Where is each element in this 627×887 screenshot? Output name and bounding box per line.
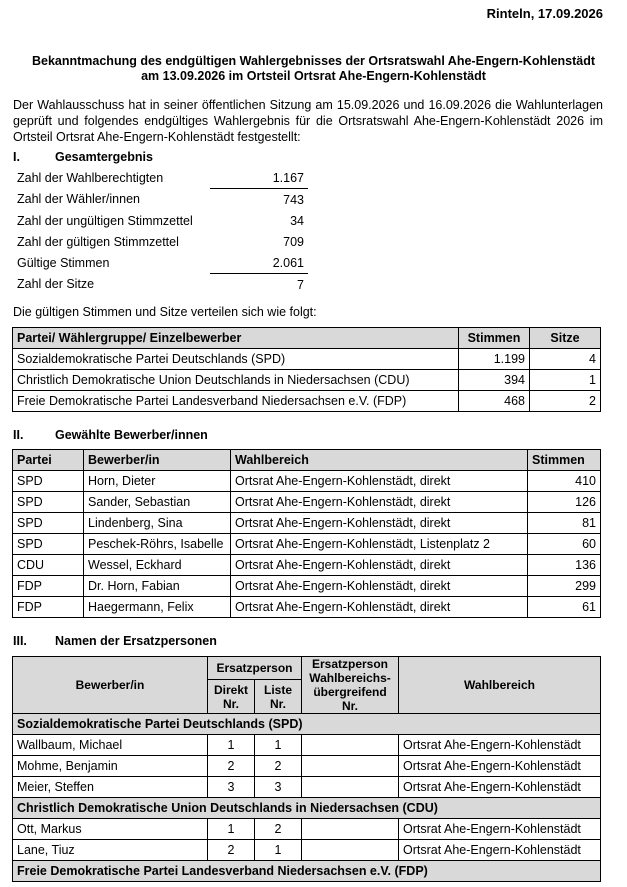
- cell-candidate: Haegermann, Felix: [84, 597, 231, 618]
- substitutes-table: [12, 656, 601, 882]
- summary-row: [13, 252, 308, 274]
- summary-value: 2.061: [272, 255, 304, 270]
- cell-candidate: Dr. Horn, Fabian: [84, 576, 231, 597]
- table-row: [13, 756, 601, 777]
- cell-area: Ortsrat Ahe-Engern-Kohlenstädt, direkt: [231, 597, 528, 618]
- date-line: Rinteln, 17.09.2026: [486, 6, 603, 21]
- cell-party: Christlich Demokratische Union Deutschlands in Niedersachsen (CDU): [13, 370, 459, 391]
- cell-area: Ortsrat Ahe-Engern-Kohlenstädt: [399, 819, 601, 840]
- col-header-list-no: Liste Nr.: [255, 680, 302, 714]
- col-header-candidate: Bewerber/in: [84, 450, 231, 471]
- table-row: [13, 576, 601, 597]
- cell-area: Ortsrat Ahe-Engern-Kohlenstädt, direkt: [231, 576, 528, 597]
- summary-table: [13, 167, 308, 295]
- party-group-row: [13, 861, 601, 882]
- cell-direct-no: 1: [208, 819, 255, 840]
- cell-area: Ortsrat Ahe-Engern-Kohlenstädt, direkt: [231, 555, 528, 576]
- section-title: Namen der Ersatzpersonen: [55, 634, 217, 648]
- cell-list-no: 1: [255, 840, 302, 861]
- cell-party: FDP: [13, 597, 84, 618]
- cell-votes: 1.199: [459, 349, 530, 370]
- cell-seats: 1: [530, 370, 601, 391]
- cell-list-no: 1: [255, 735, 302, 756]
- table-header-row: [13, 450, 601, 471]
- table-row: [13, 513, 601, 534]
- cell-candidate: Lindenberg, Sina: [84, 513, 231, 534]
- cell-candidate: Meier, Steffen: [13, 777, 208, 798]
- summary-label: Zahl der Wähler/innen: [17, 192, 140, 207]
- cell-area: Ortsrat Ahe-Engern-Kohlenstädt, direkt: [231, 471, 528, 492]
- cell-direct-no: 1: [208, 735, 255, 756]
- cell-votes: 60: [528, 534, 601, 555]
- title-line-2: am 13.09.2026 im Ortsteil Ortsrat Ahe-Engern-Kohlenstädt: [141, 69, 486, 83]
- cell-area: Ortsrat Ahe-Engern-Kohlenstädt: [399, 735, 601, 756]
- cell-votes: 299: [528, 576, 601, 597]
- summary-label: Gültige Stimmen: [17, 255, 110, 270]
- table-row: [13, 471, 601, 492]
- table-row: [13, 555, 601, 576]
- summary-row: [13, 167, 308, 189]
- table-row: [13, 840, 601, 861]
- col-header-candidate: Bewerber/in: [13, 657, 208, 714]
- cell-direct-no: 2: [208, 840, 255, 861]
- table-row: [13, 492, 601, 513]
- cell-cross-area-no: [302, 819, 399, 840]
- section-number: II.: [13, 428, 24, 442]
- cell-area: Ortsrat Ahe-Engern-Kohlenstädt, direkt: [231, 513, 528, 534]
- cell-party: SPD: [13, 471, 84, 492]
- summary-row: [13, 231, 308, 252]
- elected-candidates-table: [12, 449, 601, 618]
- cell-seats: 2: [530, 391, 601, 412]
- summary-value: 709: [283, 234, 304, 249]
- cell-list-no: 2: [255, 819, 302, 840]
- cell-cross-area-no: [302, 756, 399, 777]
- table-row: [13, 349, 601, 370]
- cell-cross-area-no: [302, 777, 399, 798]
- cell-votes: 410: [528, 471, 601, 492]
- cell-area: Ortsrat Ahe-Engern-Kohlenstädt: [399, 777, 601, 798]
- section-title: Gewählte Bewerber/innen: [55, 428, 208, 442]
- cell-votes: 61: [528, 597, 601, 618]
- summary-label: Zahl der ungültigen Stimmzettel: [17, 213, 193, 228]
- party-group-row: [13, 714, 601, 735]
- cell-votes: 81: [528, 513, 601, 534]
- party-results-table: [12, 327, 601, 412]
- cell-list-no: 3: [255, 777, 302, 798]
- summary-label: Zahl der Wahlberechtigten: [17, 170, 164, 185]
- cell-votes: 126: [528, 492, 601, 513]
- section-number: III.: [13, 634, 27, 648]
- cell-candidate: Wallbaum, Michael: [13, 735, 208, 756]
- cell-list-no: 2: [255, 756, 302, 777]
- section-heading-3: [13, 634, 217, 648]
- summary-row: [13, 210, 308, 231]
- cell-area: Ortsrat Ahe-Engern-Kohlenstädt: [399, 840, 601, 861]
- col-header-seats: Sitze: [530, 328, 601, 349]
- cell-party: SPD: [13, 492, 84, 513]
- title-line-1: Bekanntmachung des endgültigen Wahlergebnisses der Ortsratswahl Ahe-Engern-Kohlenstädt: [31, 54, 596, 68]
- cell-candidate: Ott, Markus: [13, 819, 208, 840]
- cell-party: CDU: [13, 555, 84, 576]
- table-row: [13, 777, 601, 798]
- summary-value: 7: [210, 274, 308, 296]
- cell-candidate: Wessel, Eckhard: [84, 555, 231, 576]
- cell-candidate: Peschek-Röhrs, Isabelle: [84, 534, 231, 555]
- party-group-row: [13, 798, 601, 819]
- table-row: [13, 597, 601, 618]
- party-group-label: Freie Demokratische Partei Landesverband Niedersachsen e.V. (FDP): [13, 861, 601, 882]
- section-heading-1: [13, 150, 153, 164]
- col-header-party: Partei/ Wählergruppe/ Einzelbewerber: [13, 328, 459, 349]
- document-title: [0, 54, 627, 84]
- cell-candidate: Lane, Tiuz: [13, 840, 208, 861]
- col-header-votes: Stimmen: [459, 328, 530, 349]
- cell-candidate: Mohme, Benjamin: [13, 756, 208, 777]
- cell-cross-area-no: [302, 840, 399, 861]
- party-group-label: Christlich Demokratische Union Deutschlands in Niedersachsen (CDU): [13, 798, 601, 819]
- col-header-area: Wahlbereich: [399, 657, 601, 714]
- section-heading-2: [13, 428, 208, 442]
- table-row: [13, 534, 601, 555]
- summary-value: 1.167: [272, 170, 304, 185]
- summary-value: 34: [290, 213, 304, 228]
- summary-row: [13, 189, 308, 211]
- party-group-label: Sozialdemokratische Partei Deutschlands (SPD): [13, 714, 601, 735]
- col-header-cross-area: Ersatzperson Wahlbereichs-übergreifend Nr.: [302, 657, 399, 714]
- cell-votes: 136: [528, 555, 601, 576]
- summary-label: Zahl der Sitze: [17, 277, 95, 292]
- cell-candidate: Sander, Sebastian: [84, 492, 231, 513]
- section-title: Gesamtergebnis: [55, 150, 153, 164]
- col-header-area: Wahlbereich: [231, 450, 528, 471]
- table-row: [13, 735, 601, 756]
- cell-area: Ortsrat Ahe-Engern-Kohlenstädt, Listenplatz 2: [231, 534, 528, 555]
- col-header-substitute: Ersatzperson: [208, 657, 302, 680]
- cell-party: SPD: [13, 534, 84, 555]
- cell-area: Ortsrat Ahe-Engern-Kohlenstädt, direkt: [231, 492, 528, 513]
- cell-direct-no: 3: [208, 777, 255, 798]
- table-row: [13, 391, 601, 412]
- cell-cross-area-no: [302, 735, 399, 756]
- cell-votes: 468: [459, 391, 530, 412]
- section-number: I.: [13, 150, 20, 164]
- col-header-direct-no: Direkt Nr.: [208, 680, 255, 714]
- cell-party: Sozialdemokratische Partei Deutschlands (SPD): [13, 349, 459, 370]
- col-header-party: Partei: [13, 450, 84, 471]
- summary-value: 743: [210, 189, 308, 211]
- cell-area: Ortsrat Ahe-Engern-Kohlenstädt: [399, 756, 601, 777]
- table-header-row: [13, 657, 601, 680]
- intro-paragraph: Der Wahlausschuss hat in seiner öffentlichen Sitzung am 15.09.2026 und 16.09.2026 die Wahlunterlagen geprüft und folgendes endgültiges Wahlergebnis für die Ortsratswahl Ahe-Engern-Kohlenstädt 2026 im Ortsteil Ortsrat Ahe-Engern-Kohlenstädt festgestellt:: [13, 98, 603, 144]
- cell-direct-no: 2: [208, 756, 255, 777]
- distribution-note: Die gültigen Stimmen und Sitze verteilen sich wie folgt:: [13, 305, 317, 319]
- cell-seats: 4: [530, 349, 601, 370]
- col-header-votes: Stimmen: [528, 450, 601, 471]
- table-header-row: [13, 328, 601, 349]
- cell-party: Freie Demokratische Partei Landesverband Niedersachsen e.V. (FDP): [13, 391, 459, 412]
- cell-votes: 394: [459, 370, 530, 391]
- cell-party: SPD: [13, 513, 84, 534]
- summary-label: Zahl der gültigen Stimmzettel: [17, 234, 179, 249]
- table-row: [13, 819, 601, 840]
- table-row: [13, 370, 601, 391]
- cell-party: FDP: [13, 576, 84, 597]
- cell-candidate: Horn, Dieter: [84, 471, 231, 492]
- summary-row: [13, 274, 308, 296]
